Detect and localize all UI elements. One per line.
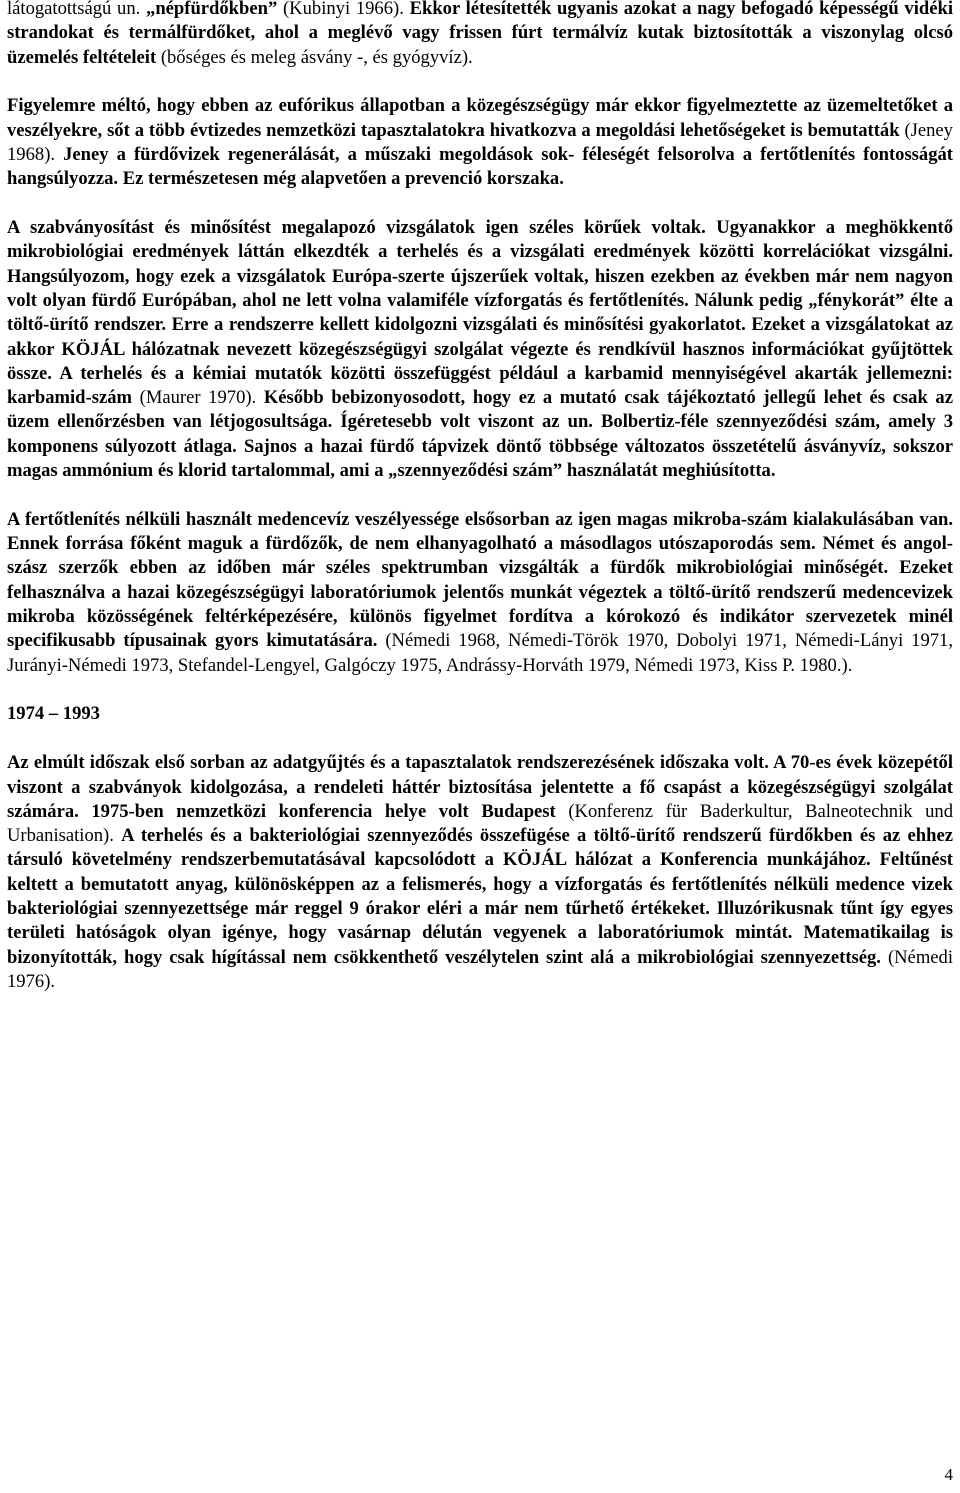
paragraph-1974-1993 <box>7 751 953 994</box>
run-bold: A terhelés és a bakteriológiai szennyeződés összefügése a töltő-ürítő rendszerű fürdőkben és az ehhez társuló követelmény rendszerbemutatásával kapcsolódott a KÖJÁL hálózat a Konferencia munkájához. Feltűnést keltett a bemutatott anyag, különösképpen az a felismerés, hogy a vízforgatás és fertőtlenítés nélküli medence vizek bakteriológiai szennyezettsége már reggel 9 órakor eléri a már nem tűrhető értékeket. Illuzórikusnak tűnt így egyes területi hatóságok olyan igénye, hogy vasárnap délután vegyenek a laboratóriumok mintát. Matematikailag is bizonyították, hogy csak hígítással nem csökkenthető veszélytelen szint alá a mikrobiológiai szennyezettség. <box>7 825 953 968</box>
run-bold: Később bebizonyosodott, hogy ez a mutató csak tájékoztató jellegű lehet és csak az üzem ellenőrzésben van létjogosultsága. Ígéretesebb volt viszont az un. Bolbertiz-féle szennyeződési szám, amely 3 komponens súlyozott átlaga. Sajnos a hazai fürdő tápvizek döntő többsége változatos összetételű ásványvíz, sokszor magas ammónium és klorid tartalommal, ami a „szennyeződési szám” használatát meghiúsította. <box>7 387 953 482</box>
run-bold: A fertőtlenítés nélküli használt medencevíz veszélyessége elsősorban az igen magas mikroba-szám kialakulásában van. Ennek forrása főként maguk a fürdőzők, de nem elhanyagolható a másodlagos utószaporodás sem. Német és angol-szász szerzők ebben az időben már széles spektrumban vizsgálták a fürdők mikrobiológiai minőségét. Ezeket felhasználva a hazai közegészségügyi laboratóriumok jelentős munkát végeztek a töltő-ürítő rendszerű medencevizek mikroba közösségének feltérképezésére, különös figyelmet fordítva a kórokozó és indikátor szervezetek minél specifikusabb típusainak gyors kimutatására. <box>7 508 953 652</box>
paragraph-figyelemre-melto <box>7 94 953 191</box>
citation: (Kubinyi 1966). <box>277 0 410 19</box>
citation: (Némedi 1976). <box>7 946 953 992</box>
run-bold: „népfürdőkben” <box>146 0 278 19</box>
run-bold: Figyelemre méltó, hogy ebben az eufórikus állapotban a közegészségügy már ekkor figyelmeztette az üzemeltetőket a veszélyekre, sőt a több évtizedes nemzetközi tapasztalatokra hivatkozva a megoldási lehetőségeket is bemutatták <box>7 95 953 141</box>
citation: (Konferenz für Baderkultur, Balneotechnik und Urbanisation). <box>7 800 954 847</box>
citation: (Némedi 1968, Némedi-Török 1970, Dobolyi 1971, Némedi-Lányi 1971, Jurányi-Némedi 1973, Stefandel-Lengyel, Galgóczy 1975, Andrássy-Horváth 1979, Némedi 1973, Kiss P. 1980.). <box>7 630 953 676</box>
paragraph-fertotlenites <box>7 508 953 678</box>
run-bold: A szabványosítást és minősítést megalapozó vizsgálatok igen széles körűek voltak. Ugyanakkor a meghökkentő mikrobiológiai eredmények láttán elkezdték a terhelés és a vizsgálati eredmények közötti korrelációkat vizsgálni. Hangsúlyozom, hogy ezek a vizsgálatok Európa-szerte újszerűek voltak, hiszen ezekben az években már nem nagyon volt olyan fürdő Európában, ahol ne lett volna valamiféle vízforgatás és fertőtlenítés. Nálunk pedig „fénykorát” élte a töltő-ürítő rendszer. Erre a rendszerre kellett kidolgozni vizsgálati és minősítési gyakorlatot. Ezeket a vizsgálatokat az akkor KÖJÁL hálózatnak nevezett közegészségügyi szolgálat végezte és rendkívül hasznos információkat gyűjtöttek össze. A terhelés és a kémiai mutatók közötti összefüggést például a karbamid mennyiségével akarták jellemezni: karbamid-szám <box>7 217 953 409</box>
paragraph-szabvanyositas <box>7 216 953 483</box>
section-heading: 1974 – 1993 <box>7 703 100 725</box>
document-page <box>7 0 953 994</box>
citation: (Maurer 1970). <box>132 387 264 409</box>
run-bold: Az elmúlt időszak első sorban az adatgyűjtés és a tapasztalatok rendszerezésének időszaka volt. A 70-es évek közepétől viszont a szabványok kidolgozása, a rendeleti háttér biztosítása jelentette a fő csapást a közegészségügyi szolgálat számára. 1975-ben nemzetközi konferencia helye volt Budapest <box>7 752 953 822</box>
run-bold: Jeney a fürdővizek regenerálását, a műszaki megoldások sok- féleségét felsorolva a fertőtlenítés fontosságát hangsúlyozza. Ez természetesen még alapvetően a prevenció korszaka. <box>7 143 953 190</box>
run-bold: Ekkor létesítették ugyanis azokat a nagy befogadó képességű vidéki strandokat és termálfürdőket, ahol a meglévő vagy frissen fúrt termálvíz kutak biztosították a viszonylag olcsó üzemelés feltételeit <box>7 0 953 68</box>
citation: (Jeney 1968). <box>7 119 953 165</box>
paragraph-strandok <box>7 0 953 70</box>
page-number: 4 <box>944 1465 953 1484</box>
run: (bőséges és meleg ásvány -, és gyógyvíz). <box>156 46 473 68</box>
run: látogatottságú un. <box>7 0 147 19</box>
